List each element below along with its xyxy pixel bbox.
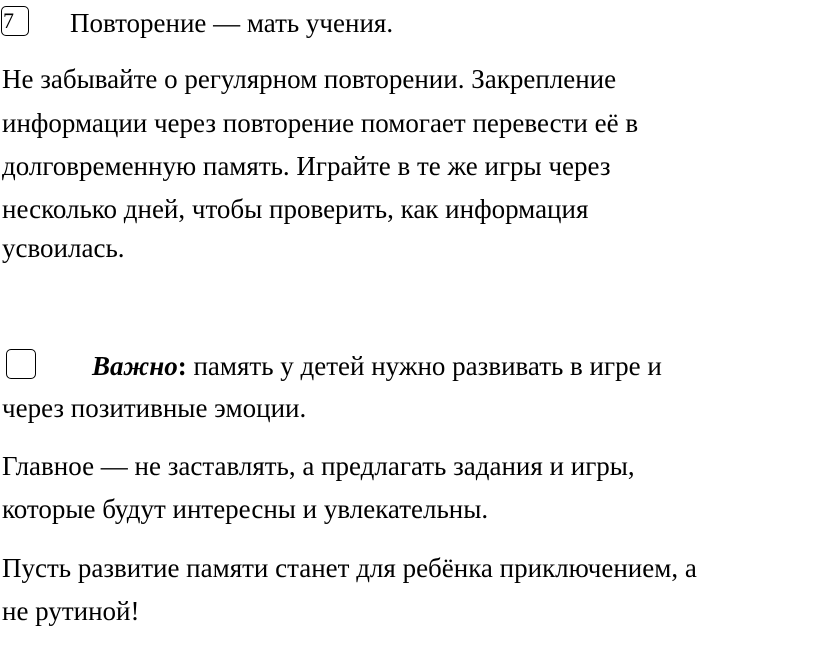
important-label: Важно xyxy=(92,351,178,381)
missing-glyph-icon xyxy=(6,349,36,379)
paragraph-repeat-line-1: Не забывайте о регулярном повторении. Закрепление xyxy=(2,64,617,94)
paragraph-closing-line-1: Пусть развитие памяти станет для ребёнка приключением, а xyxy=(2,553,697,583)
important-text: память у детей нужно развивать в игре и xyxy=(186,351,662,381)
paragraph-repeat-line-5: усвоилась. xyxy=(2,233,125,263)
important-note-line-2: через позитивные эмоции. xyxy=(2,393,307,423)
paragraph-repeat-line-2: информации через повторение помогает перевести её в xyxy=(2,108,639,138)
section-title: Повторение — мать учения. xyxy=(70,8,394,38)
important-colon: : xyxy=(177,351,187,381)
paragraph-main-line-2: которые будут интересны и увлекательны. xyxy=(2,494,489,524)
paragraph-repeat-line-3: долговременную память. Играйте в те же игры через xyxy=(2,151,611,181)
paragraph-closing-line-2: не рутиной! xyxy=(2,596,140,626)
paragraph-main-line-1: Главное — не заставлять, а предлагать задания и игры, xyxy=(2,451,635,481)
important-note-line-1 xyxy=(92,346,662,386)
section-number-badge xyxy=(1,6,29,36)
section-number: 7 xyxy=(3,8,14,33)
paragraph-repeat-line-4: несколько дней, чтобы проверить, как информация xyxy=(2,194,589,224)
